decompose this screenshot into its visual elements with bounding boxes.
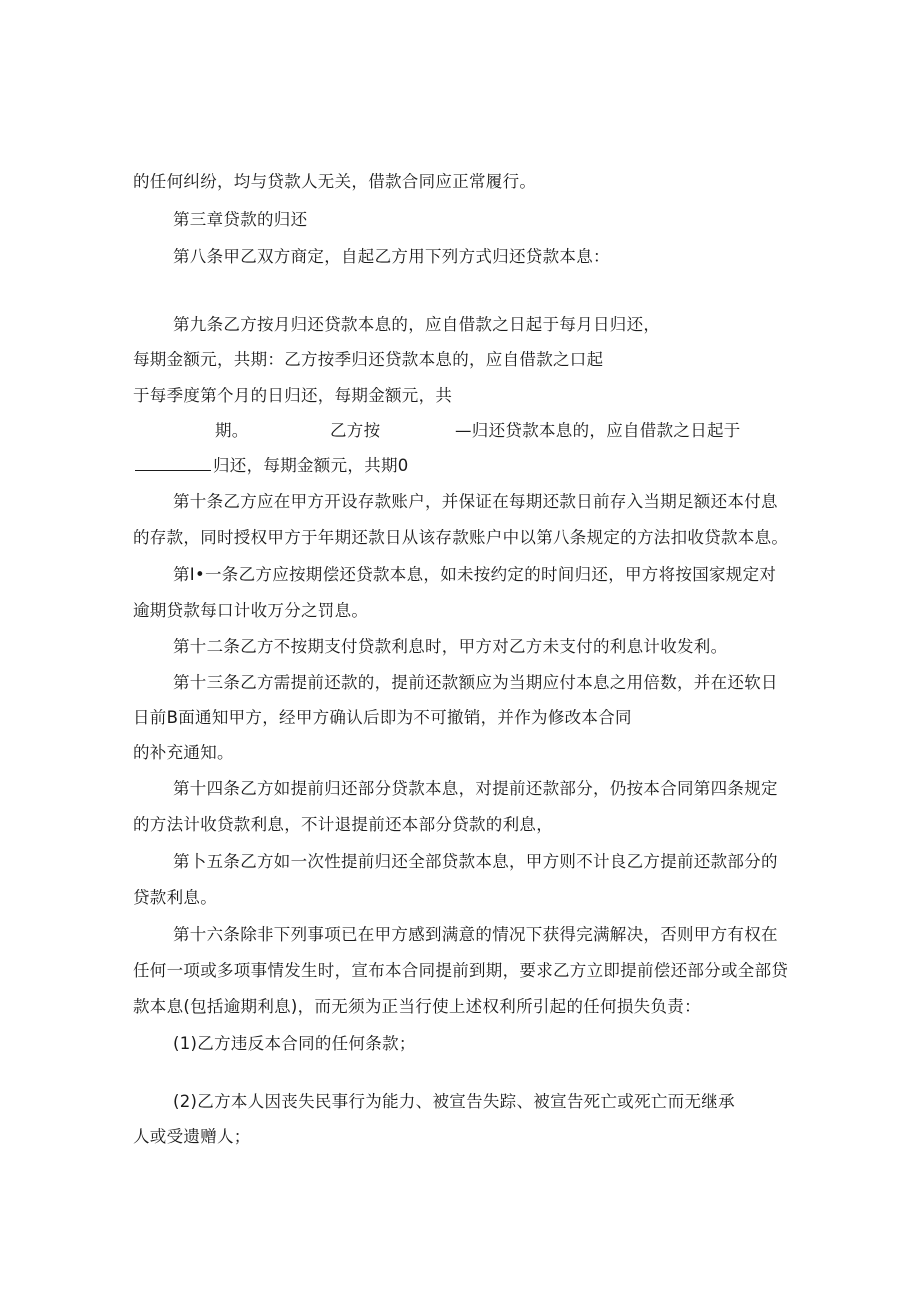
chapter-heading: 第三章贷款的归还 <box>173 210 308 229</box>
list-item: (1)乙方违反本合同的任何条款； <box>173 1034 416 1053</box>
text-line <box>135 455 409 477</box>
text-line: 的存款，同时授权甲方于年期还款日从该存款账户中以第八条规定的方法扣收贷款本息。 <box>133 528 789 547</box>
text-fragment: 归还，每期金额元，共期0 <box>213 456 409 475</box>
text-fragment: 乙方按 <box>330 421 381 440</box>
text-line: 的补充通知。 <box>133 743 234 762</box>
text-line: 人或受遗赠人； <box>133 1127 251 1146</box>
text-line: 每期金额元，共期：乙方按季归还贷款本息的，应自借款之口起 <box>133 350 604 369</box>
list-item: (2)乙方本人因丧失民事行为能力、被宣告失踪、被宣告死亡或死亡而无继承 <box>173 1092 735 1111</box>
text-line: 逾期贷款每口计收万分之罚息。 <box>133 601 369 620</box>
text-fragment: —归还贷款本息的，应自借款之日起于 <box>455 421 741 440</box>
text-fragment: 期。 <box>215 421 249 440</box>
text-line: 第十三条乙方需提前还款的，提前还款额应为当期应付本息之用倍数，并在还软日 <box>173 673 778 692</box>
text-line: 第九条乙方按月归还贷款本息的，应自借款之日起于每月日归还， <box>173 315 661 334</box>
text-line: 第十四条乙方如提前归还部分贷款本息，对提前还款部分，仍按本合同第四条规定 <box>173 779 778 798</box>
text-line: 于每季度第个月的日归还，每期金额元，共 <box>133 386 453 405</box>
text-line: 第十六条除非下列事项已在甲方感到满意的情况下获得完满解决，否则甲方有权在 <box>173 925 778 944</box>
fill-in-blank <box>135 456 211 471</box>
text-line: 第I•一条乙方应按期偿还贷款本息，如未按约定的时间归还，甲方将按国家规定对 <box>173 565 777 584</box>
text-line: 款本息(包括逾期利息)，而无须为正当行使上述权利所引起的任何损失负责： <box>133 997 701 1016</box>
text-line: 第卜五条乙方如一次性提前归还全部贷款本息，甲方则不计良乙方提前还款部分的 <box>173 852 778 871</box>
text-line: 的任何纠纷，均与贷款人无关，借款合同应正常履行。 <box>133 172 537 191</box>
text-line: 的方法计收贷款利息，不计退提前还本部分贷款的利息， <box>133 815 553 834</box>
text-line: 第十二条乙方不按期支付贷款利息时，甲方对乙方未支付的利息计收发利。 <box>173 637 728 656</box>
text-line: 第八条甲乙双方商定，自起乙方用下列方式归还贷款本息： <box>173 247 610 266</box>
text-line: 日前B面通知甲方，经甲方确认后即为不可撤销，并作为修改本合同 <box>133 708 632 727</box>
text-line: 贷款利息。 <box>133 888 217 907</box>
text-line: 任何一项或多项事情发生时，宣布本合同提前到期，要求乙方立即提前偿还部分或全部贷 <box>133 961 789 980</box>
text-line: 第十条乙方应在甲方开设存款账户，并保证在每期还款日前存入当期足额还本付息 <box>173 492 778 511</box>
